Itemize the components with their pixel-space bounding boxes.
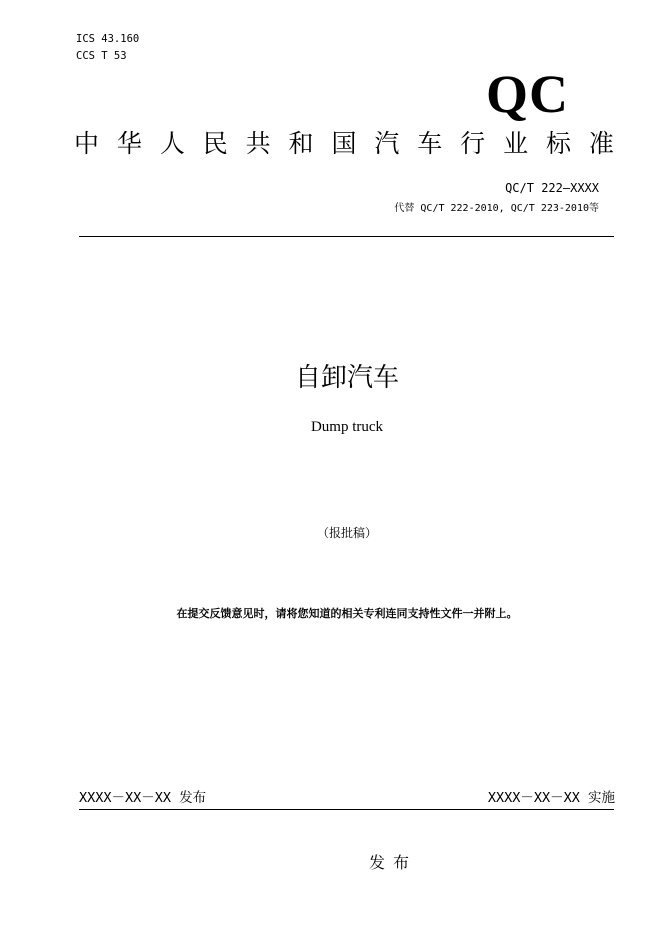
org-char: 共 — [245, 129, 271, 158]
issue-date: XXXX－XX－XX 发布 — [79, 790, 207, 806]
draft-status: （报批稿） — [316, 526, 377, 540]
ccs-code: CCS T 53 — [76, 50, 127, 62]
implementation-date: XXXX－XX－XX 实施 — [487, 790, 615, 806]
org-char: 中 — [74, 129, 100, 158]
org-char: 业 — [503, 129, 529, 158]
standard-code: QC/T 222—XXXX — [505, 181, 599, 195]
header-divider — [79, 236, 614, 237]
org-char: 国 — [331, 129, 357, 158]
org-char: 人 — [159, 129, 185, 158]
document-title-en: Dump truck — [310, 419, 384, 435]
org-char: 车 — [417, 129, 443, 158]
ics-code: ICS 43.160 — [76, 33, 140, 45]
qc-logo: QC — [486, 64, 569, 124]
document-title-cn: 自卸汽车 — [294, 363, 399, 393]
org-char: 民 — [202, 129, 228, 158]
org-char: 准 — [588, 129, 614, 158]
replaces-note: 代替 QC/T 222-2010, QC/T 223-2010等 — [394, 203, 599, 214]
publisher-line: 发布 — [368, 853, 417, 872]
footer-divider — [79, 809, 614, 810]
org-char: 汽 — [374, 129, 400, 158]
org-char: 标 — [545, 129, 571, 158]
org-char: 和 — [288, 129, 314, 158]
org-char: 行 — [460, 129, 486, 158]
patent-notice: 在提交反馈意见时，请将您知道的相关专利连同支持性文件一并附上。 — [176, 607, 518, 620]
organization-title — [74, 128, 614, 160]
org-char: 华 — [116, 129, 142, 158]
